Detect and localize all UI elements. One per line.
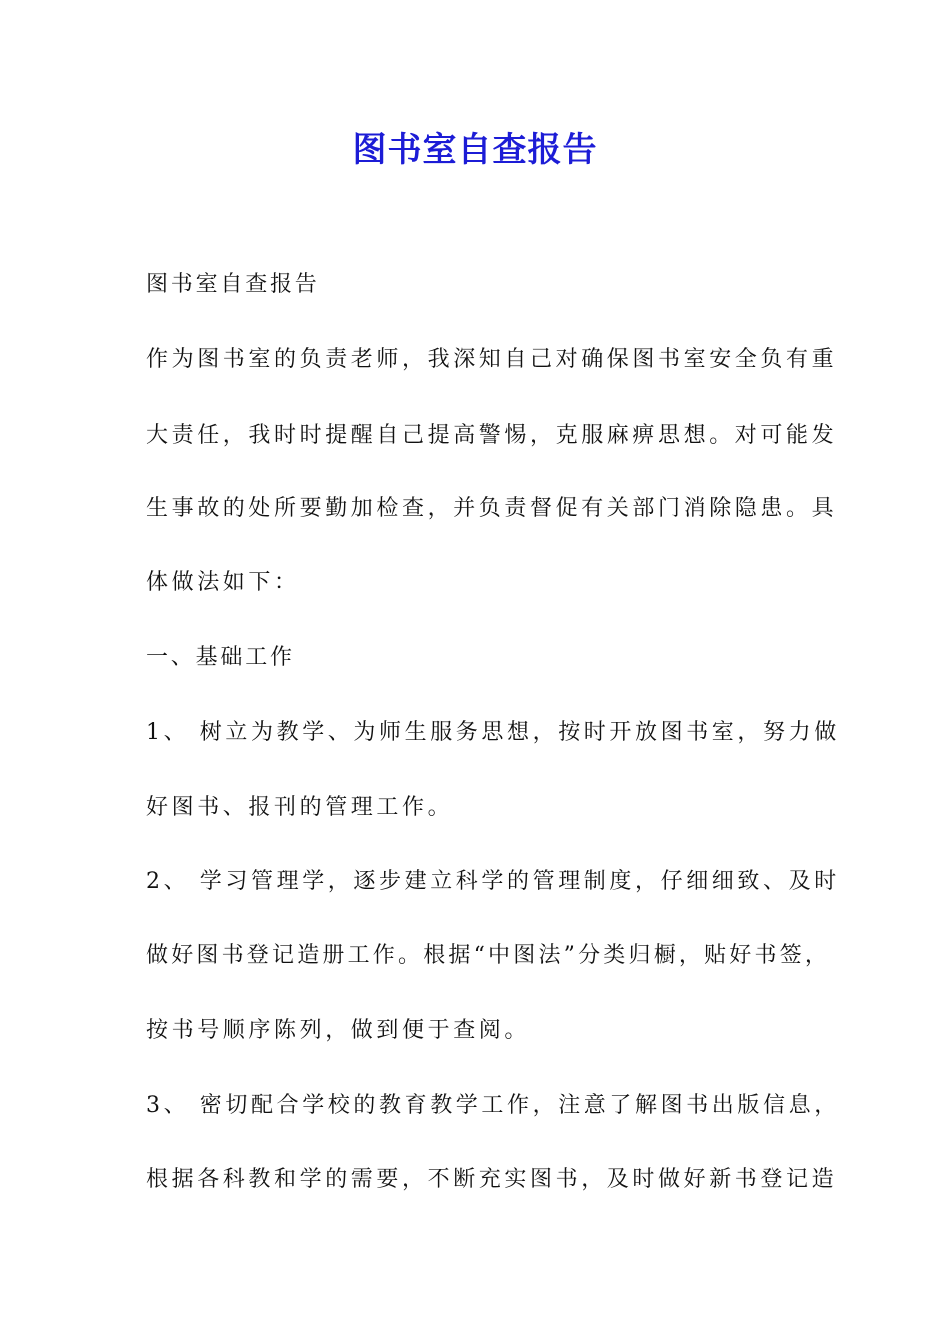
body-line: 2、 学习管理学，逐步建立科学的管理制度，仔细细致、及时 bbox=[146, 869, 840, 894]
body-line: 做好图书登记造册工作。根据“中图法”分类归橱，贴好书签， bbox=[146, 943, 831, 968]
body-line: 1、 树立为教学、为师生服务思想，按时开放图书室，努力做 bbox=[146, 720, 840, 745]
body-line: 生事故的处所要勤加检查，并负责督促有关部门消除隐患。具 bbox=[146, 496, 838, 521]
body-line-subtitle: 图书室自查报告 bbox=[146, 272, 320, 297]
body-line: 作为图书室的负责老师，我深知自己对确保图书室安全负有重 bbox=[146, 347, 838, 372]
document-title: 图书室自查报告 bbox=[352, 130, 598, 170]
body-line: 体做法如下： bbox=[146, 570, 300, 595]
body-line: 好图书、报刊的管理工作。 bbox=[146, 795, 454, 820]
body-line: 3、 密切配合学校的教育教学工作，注意了解图书出版信息， bbox=[146, 1093, 840, 1118]
section-heading: 一、基础工作 bbox=[146, 645, 295, 670]
body-line: 按书号顺序陈列，做到便于查阅。 bbox=[146, 1018, 531, 1043]
body-line: 根据各科教和学的需要，不断充实图书，及时做好新书登记造 bbox=[146, 1167, 838, 1192]
body-line: 大责任，我时时提醒自己提高警惕，克服麻痹思想。对可能发 bbox=[146, 423, 838, 448]
